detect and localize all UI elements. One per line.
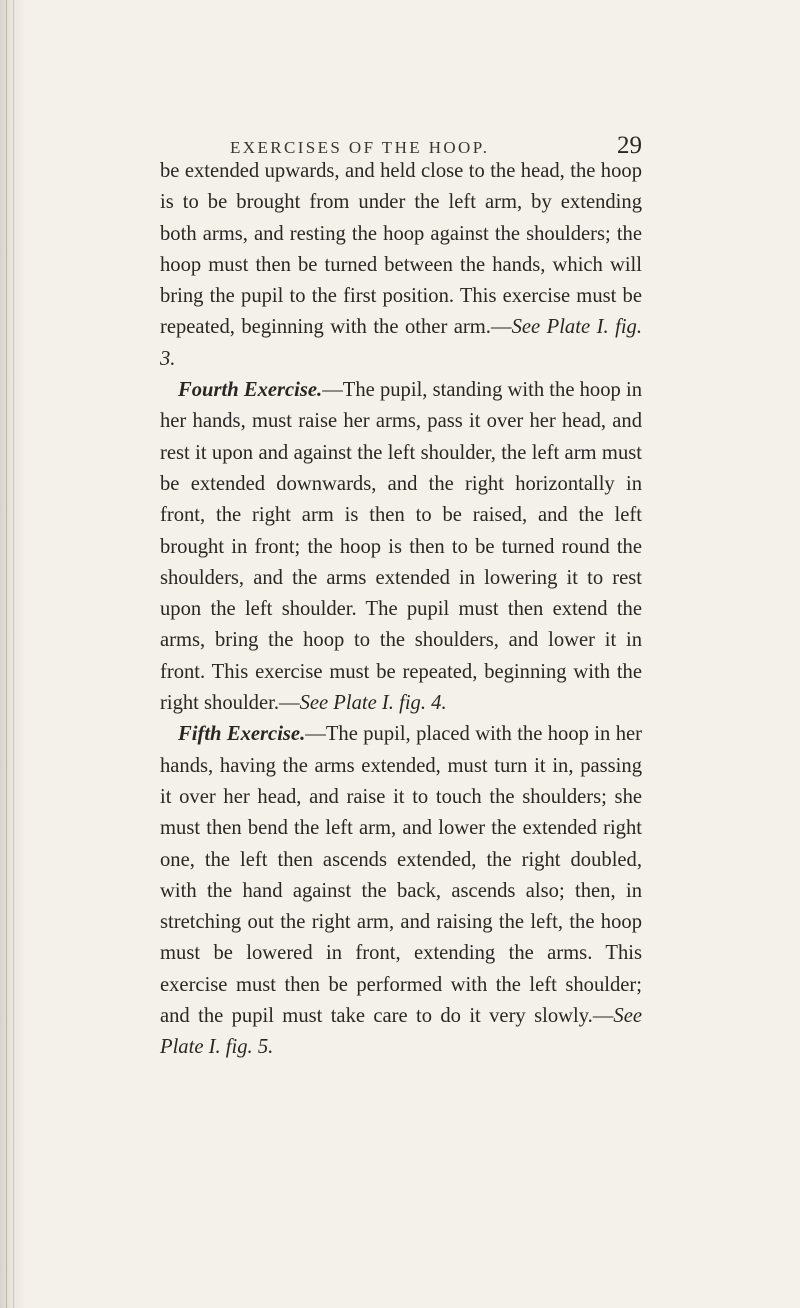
plate-reference: See Plate I. fig. 3. — [160, 316, 642, 370]
paragraph-text: —The pupil, standing with the hoop in her hands, must raise her arms, pass it over her head, and rest it upon and against the left shoulder, the left arm must be extended downwards, and the right horizontally in front, the right arm is then to be raised, and the left brought in front; the hoop is then to be turned round the shoulders, and the arms extended in lowering it to rest upon the left shoulder. The pupil must then extend the arms, bring the hoop to the shoulders, and lower it in front. This exercise must be repeated, beginning with the right shoulder.— — [160, 379, 642, 715]
exercise-heading: Fifth Exercise. — [178, 723, 306, 746]
body-text — [160, 156, 642, 1064]
plate-reference: See Plate I. fig. 5. — [160, 1005, 642, 1059]
exercise-heading: Fourth Exercise. — [178, 379, 323, 402]
paragraph-fourth-exercise — [160, 375, 642, 719]
plate-reference: See Plate I. fig. 4. — [299, 692, 447, 715]
paragraph-fifth-exercise — [160, 719, 642, 1063]
paragraph-continuation — [160, 156, 642, 375]
paragraph-text: —The pupil, placed with the hoop in her hands, having the arms extended, must turn it in, passing it over her head, and raise it to touch the shoulders; she must then bend the left arm, and lower the extended right one, the left then ascends extended, the right doubled, with the hand against the back, ascends also; then, in stretching out the right arm, and raising the left, the hoop must be lowered in front, extending the arms. This exercise must then be performed with the left shoulder; and the pupil must take care to do it very slowly.— — [160, 723, 642, 1028]
book-gutter-edge — [0, 0, 26, 1308]
paragraph-text: be extended upwards, and held close to the head, the hoop is to be brought from under the left arm, by extending both arms, and resting the hoop against the shoulders; the hoop must then be turned between the hands, which will bring the pupil to the first position. This exercise must be repeated, beginning with the other arm.— — [160, 160, 642, 339]
page-number: 29 — [617, 132, 642, 159]
running-title: EXERCISES OF THE HOOP. — [230, 138, 490, 157]
